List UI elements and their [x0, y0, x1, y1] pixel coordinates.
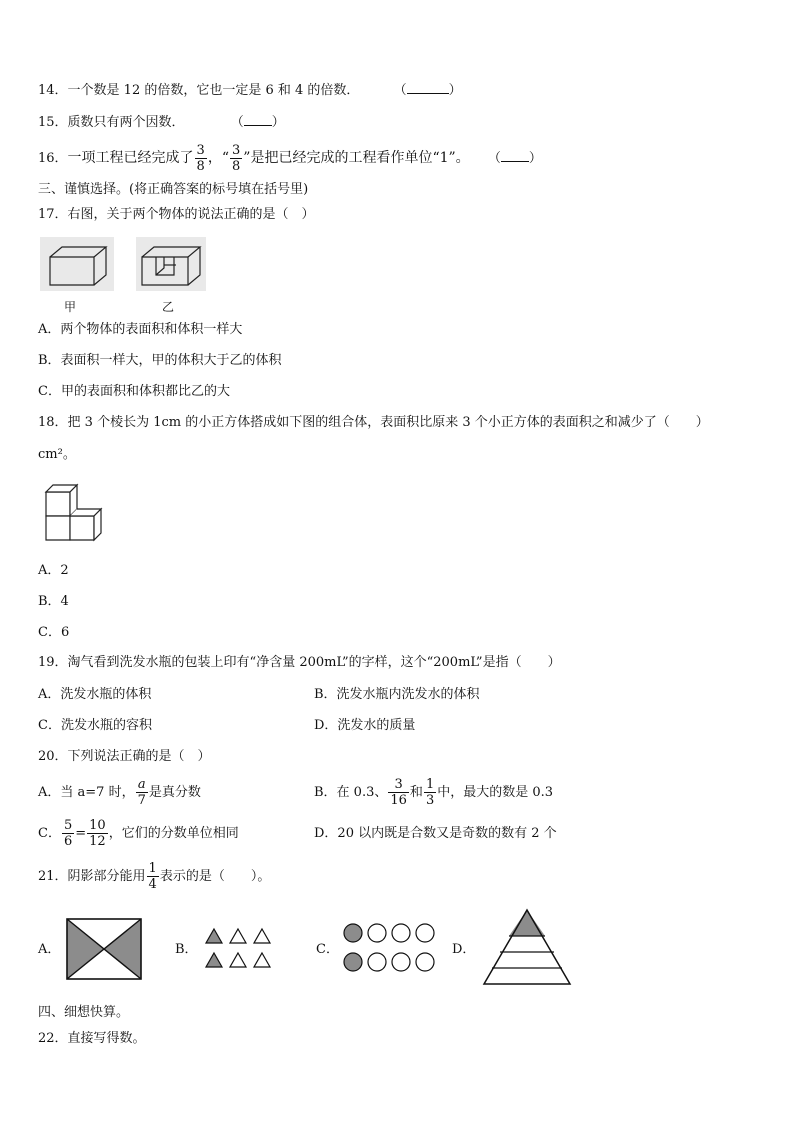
fraction	[136, 777, 148, 808]
q17-option-b[interactable]: B．表面积一样大，甲的体积大于乙的体积	[38, 353, 282, 368]
fraction-denominator: 7	[137, 793, 146, 808]
shaded-triangle	[67, 919, 104, 979]
fraction	[147, 861, 159, 892]
circle	[392, 953, 410, 971]
q20-option-b[interactable]	[314, 776, 553, 810]
question-text-c: ”是把已经完成的工程看作单位“1”。	[243, 150, 470, 166]
question-19-stem: 19．淘气看到洗发水瓶的包装上印有“净含量 200mL”的字样，这个“200mL”是指（ ）	[38, 655, 561, 670]
fraction-denominator: 4	[148, 877, 157, 892]
question-21-stem	[38, 860, 270, 894]
q20-option-c[interactable]	[38, 817, 239, 851]
question-20-stem: 20．下列说法正确的是（ ）	[38, 749, 211, 764]
fraction-denominator: 12	[89, 834, 106, 849]
fraction	[195, 143, 207, 174]
fraction	[388, 777, 409, 808]
question-text: 表示的是（ ）。	[159, 869, 271, 884]
fraction-denominator: 3	[425, 793, 435, 808]
answer-paren-close: ）	[448, 83, 462, 98]
q21-option-a-figure[interactable]	[66, 918, 142, 980]
question-17-stem: 17．右图，关于两个物体的说法正确的是（ ）	[38, 207, 315, 222]
fraction	[62, 818, 74, 849]
question-text: 质数只有两个因数．	[67, 115, 185, 130]
question-text-a: 一项工程已经完成了	[67, 150, 194, 166]
q21-option-b-label[interactable]: B．	[175, 942, 198, 957]
answer-paren-close: ）	[528, 151, 542, 166]
fraction-denominator: 6	[63, 834, 73, 849]
fraction-numerator: 1	[425, 777, 435, 792]
answer-blank[interactable]	[244, 125, 272, 126]
answer-blank[interactable]	[407, 93, 449, 94]
option-text: 是真分数	[148, 785, 201, 800]
q17-figure	[40, 237, 215, 297]
option-text: 和	[409, 785, 423, 800]
question-text: 一个数是 12 的倍数，它也一定是 6 和 4 的倍数．	[67, 83, 360, 98]
fraction-denominator: 8	[196, 159, 205, 174]
question-15	[38, 114, 285, 132]
figure-b-bg	[136, 237, 206, 291]
q20-option-a[interactable]	[38, 776, 201, 810]
figure-a-bg	[40, 237, 114, 291]
question-number: 14．	[38, 83, 68, 98]
q21-option-b-figure[interactable]	[205, 927, 271, 971]
question-22-stem: 22．直接写得数。	[38, 1031, 146, 1046]
triangle	[230, 953, 246, 967]
question-18-stem: 18．把 3 个棱长为 1cm 的小正方体搭成如下图的组合体，表面积比原来 3 个小正方体的表面积之和减少了（ ）	[38, 415, 709, 430]
question-14	[38, 82, 462, 100]
q17-option-a[interactable]: A．两个物体的表面积和体积一样大	[38, 322, 243, 337]
section-heading-4: 四、细想快算。	[38, 1005, 130, 1020]
fraction-denominator: 8	[232, 159, 241, 174]
q17-option-c[interactable]: C．甲的表面积和体积都比乙的大	[38, 384, 230, 399]
triangle	[254, 953, 270, 967]
answer-paren-open: （	[487, 151, 501, 166]
option-text: C．	[38, 826, 61, 841]
q18-option-a[interactable]: A．2	[38, 563, 69, 578]
circle	[416, 924, 434, 942]
question-text: 21．阴影部分能用	[38, 869, 146, 884]
fraction-numerator: 5	[63, 818, 73, 833]
section-heading-3: 三、谨慎选择。(将正确答案的标号填在括号里)	[38, 182, 309, 197]
q18-option-c[interactable]: C．6	[38, 625, 70, 640]
fraction-numerator: 10	[89, 818, 106, 833]
option-text: 中，最大的数是 0.3	[437, 785, 554, 800]
equals-sign: =	[75, 826, 87, 841]
circle	[416, 953, 434, 971]
q18-cube-figure	[40, 480, 110, 544]
shaded-circle	[344, 953, 362, 971]
shaded-circle	[344, 924, 362, 942]
answer-paren-open: （	[230, 115, 244, 130]
triangle	[230, 929, 246, 943]
q19-option-b[interactable]: B．洗发水瓶内洗发水的体积	[314, 687, 480, 702]
answer-blank[interactable]	[501, 161, 529, 162]
circle	[392, 924, 410, 942]
figure-label-a: 甲	[64, 300, 77, 314]
fraction	[230, 143, 242, 174]
q19-option-d[interactable]: D．洗发水的质量	[314, 718, 416, 733]
circle	[368, 953, 386, 971]
shaded-triangle	[206, 929, 222, 943]
q21-option-d-figure[interactable]	[482, 908, 572, 986]
question-18-unit: cm²。	[38, 447, 76, 462]
fraction-numerator: 3	[196, 143, 205, 158]
q20-option-d[interactable]: D．20 以内既是合数又是奇数的数有 2 个	[314, 826, 557, 841]
q21-option-c-label[interactable]: C．	[316, 942, 339, 957]
q21-option-d-label[interactable]: D．	[452, 942, 476, 957]
fraction-numerator: 1	[148, 861, 157, 876]
fraction-numerator: 3	[388, 777, 409, 793]
answer-paren-close: ）	[271, 115, 285, 130]
question-number: 16．	[38, 151, 68, 166]
question-16	[38, 142, 542, 175]
fraction-denominator: 16	[390, 793, 407, 808]
q21-option-a-label[interactable]: A．	[38, 942, 61, 957]
q18-option-b[interactable]: B．4	[38, 594, 69, 609]
fraction-numerator: a	[136, 777, 148, 793]
figure-label-b: 乙	[162, 300, 175, 314]
shaded-triangle	[104, 919, 141, 979]
answer-paren-open: （	[393, 83, 407, 98]
fraction	[424, 777, 436, 808]
fraction	[87, 818, 108, 849]
option-text: A．当 a=7 时，	[38, 785, 135, 800]
q19-option-a[interactable]: A．洗发水瓶的体积	[38, 687, 152, 702]
q19-option-c[interactable]: C．洗发水瓶的容积	[38, 718, 152, 733]
question-text-b: ，“	[207, 150, 229, 166]
question-number: 15．	[38, 115, 68, 130]
circle	[368, 924, 386, 942]
q21-option-c-figure[interactable]	[342, 922, 438, 974]
shaded-triangle	[206, 953, 222, 967]
triangle	[254, 929, 270, 943]
fraction-numerator: 3	[232, 143, 241, 158]
option-text: ，它们的分数单位相同	[108, 826, 239, 841]
option-text: B．在 0.3、	[314, 785, 388, 800]
